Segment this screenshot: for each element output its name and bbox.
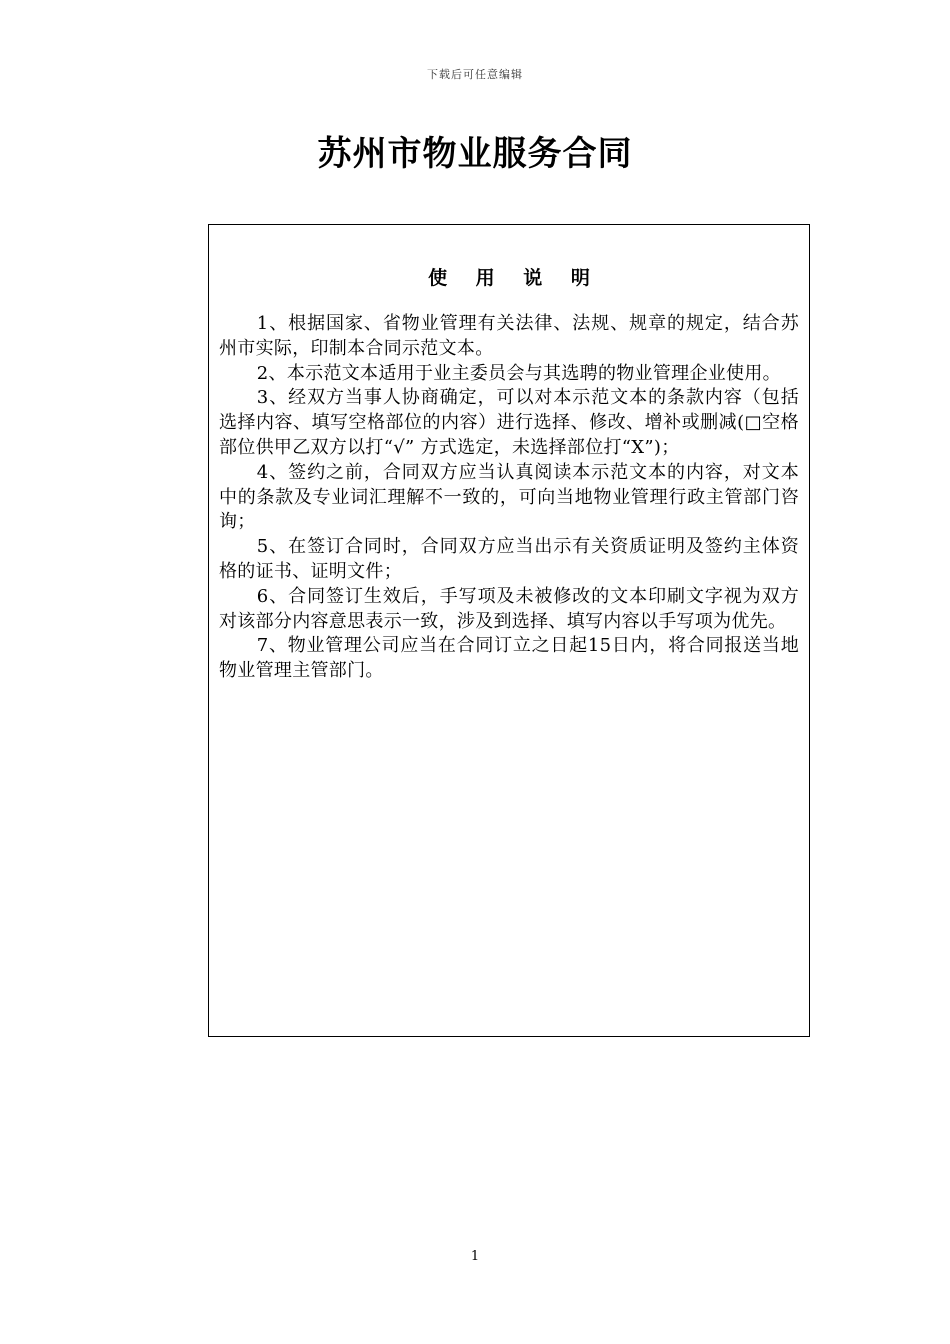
document-title: 苏州市物业服务合同 (317, 134, 633, 174)
instruction-item-1: 1、根据国家、省物业管理有关法律、法规、规章的规定，结合苏州市实际，印制本合同示范文本。 (219, 313, 799, 359)
instruction-item-6: 6、合同签订生效后，手写项及未被修改的文本印刷文字视为双方对该部分内容意思表示一致，涉及到选择、填写内容以手写项为优先。 (219, 585, 799, 632)
instructions-heading: 使 用 说 明 (428, 267, 601, 289)
instructions-box (208, 224, 810, 1037)
instruction-item-5: 5、在签订合同时，合同双方应当出示有关资质证明及签约主体资格的证书、证明文件； (219, 536, 799, 582)
instruction-item-2: 2、本示范文本适用于业主委员会与其选聘的物业管理企业使用。 (256, 362, 781, 384)
instruction-item-4: 4、签约之前，合同双方应当认真阅读本示范文本的内容，对文本中的条款及专业词汇理解不一致的，可向当地物业管理行政主管部门咨询； (219, 461, 799, 533)
header-note: 下载后可任意编辑 (427, 68, 523, 81)
instruction-item-3: 3、经双方当事人协商确定，可以对本示范文本的条款内容（包括选择内容、填写空格部位的内容）进行选择、修改、增补或删减(□空格部位供甲乙双方以打“√” 方式选定，未选择部位打“X”)； (219, 387, 799, 458)
instruction-item-7: 7、物业管理公司应当在合同订立之日起15日内，将合同报送当地物业管理主管部门。 (219, 635, 799, 682)
page-number: 1 (470, 1249, 480, 1264)
